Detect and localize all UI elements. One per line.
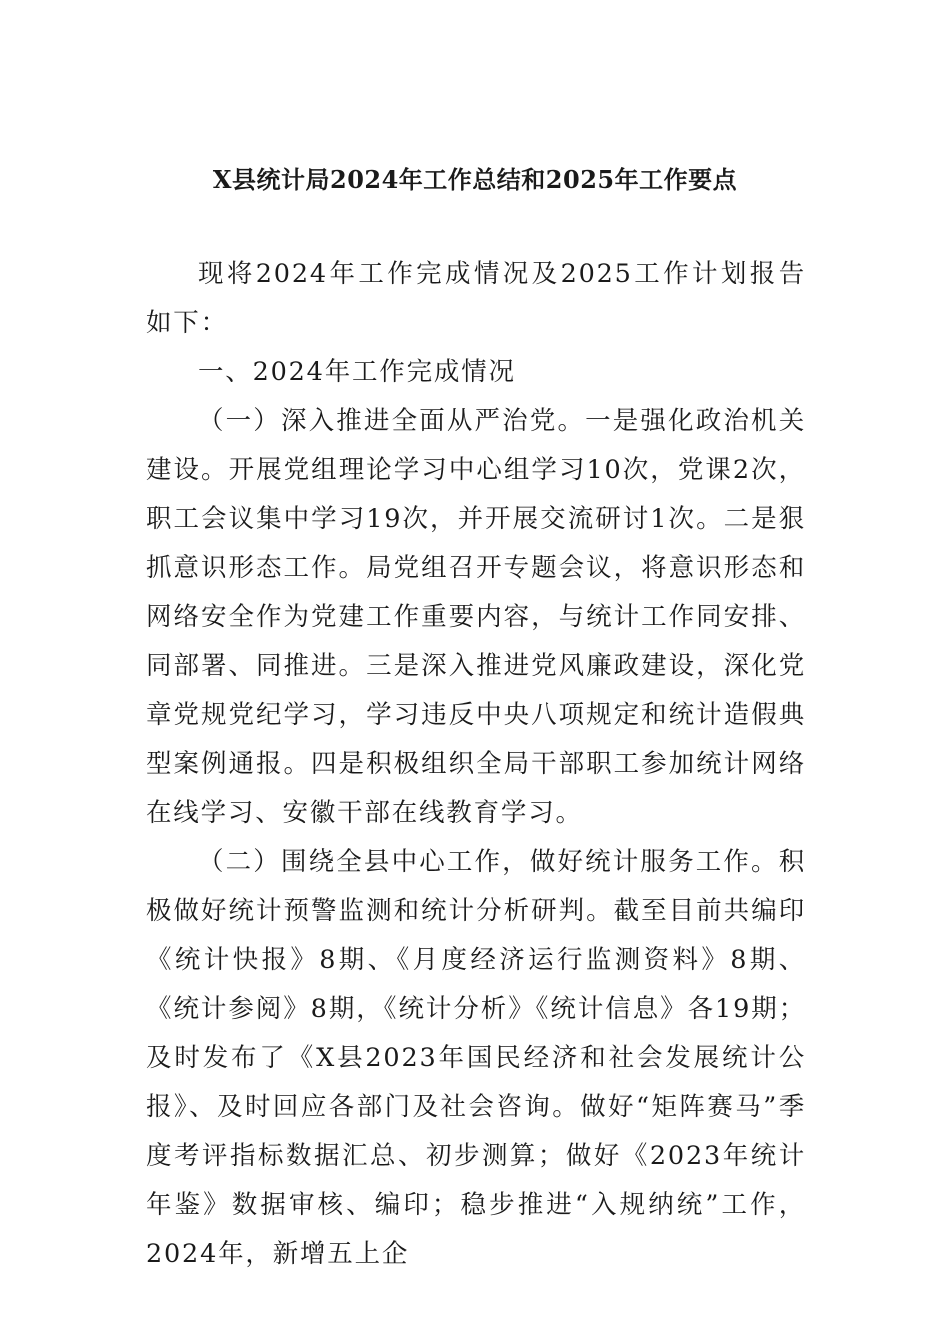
section-heading-1: 一、2024年工作完成情况 (198, 357, 516, 387)
document-body (146, 250, 806, 1279)
document-title: X县统计局2024年工作总结和2025年工作要点 (212, 165, 738, 194)
paragraph-party-building: （一）深入推进全面从严治党。一是强化政治机关建设。开展党组理论学习中心组学习10次，党课2次，职工会议集中学习19次，并开展交流研讨1次。二是狠抓意识形态工作。局党组召开专题会议，将意识形态和网络安全作为党建工作重要内容，与统计工作同安排、同部署、同推进。三是深入推进党风廉政建设，深化党章党规党纪学习，学习违反中央八项规定和统计造假典型案例通报。四是积极组织全局干部职工参加统计网络在线学习、安徽干部在线教育学习。 (146, 406, 806, 828)
paragraph-statistical-service: （二）围绕全县中心工作，做好统计服务工作。积极做好统计预警监测和统计分析研判。截至目前共编印《统计快报》8期、《月度经济运行监测资料》8期、《统计参阅》8期，《统计分析》《统计信息》各19期；及时发布了《X县2023年国民经济和社会发展统计公报》、及时回应各部门及社会咨询。做好“矩阵赛马”季度考评指标数据汇总、初步测算；做好《2023年统计年鉴》数据审核、编印；稳步推进“入规纳统”工作，2024年，新增五上企 (146, 847, 806, 1269)
intro-paragraph: 现将2024年工作完成情况及2025工作计划报告如下： (146, 259, 806, 338)
